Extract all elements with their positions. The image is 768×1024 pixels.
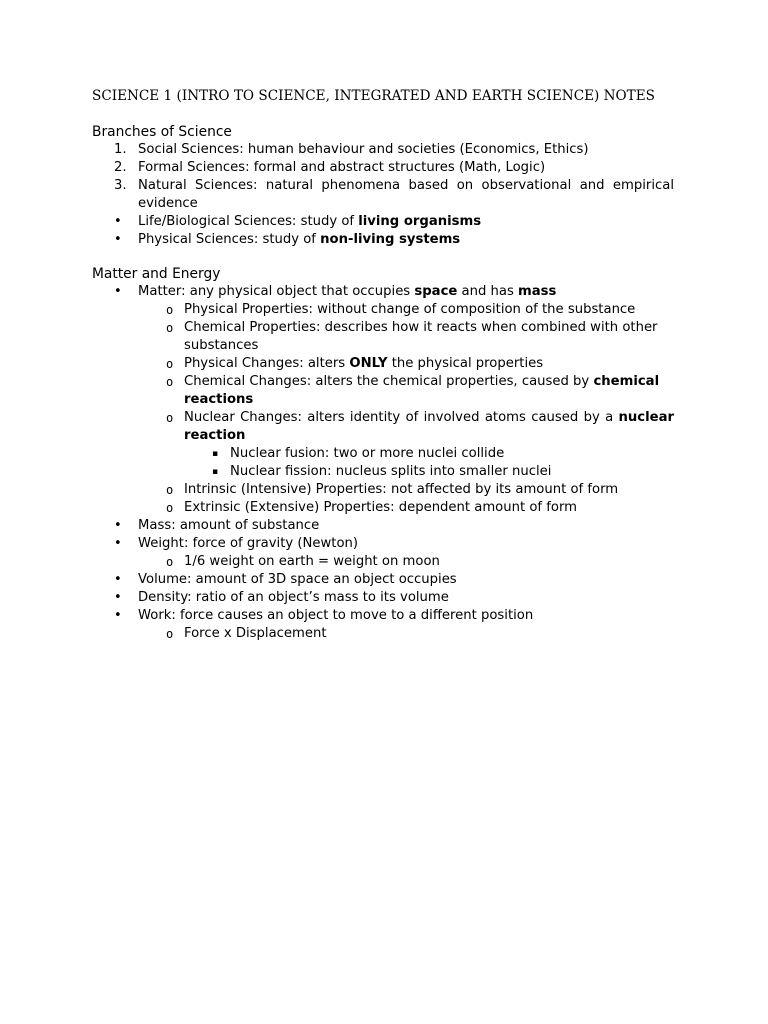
sub-list-item: [92, 499, 674, 517]
list-item-text: 1/6 weight on earth = weight on moon: [184, 554, 440, 569]
sub-list-item: [92, 319, 674, 355]
list-item-text: Extrinsic (Extensive) Properties: dependent amount of form: [184, 500, 577, 515]
document-title: SCIENCE 1 (INTRO TO SCIENCE, INTEGRATED AND EARTH SCIENCE) NOTES: [92, 88, 655, 104]
list-item-text: Intrinsic (Intensive) Properties: not affected by its amount of form: [184, 482, 619, 497]
bold-term: living organisms: [358, 214, 482, 229]
bullet-icon: •: [114, 536, 122, 551]
bold-term: nuclear reaction: [184, 410, 674, 443]
branches-numbered-list: [92, 141, 674, 213]
bold-term: ONLY: [349, 356, 388, 371]
circle-bullet-icon: o: [166, 627, 174, 641]
list-item-text: Chemical Changes: alters the chemical properties, caused by chemical reactions: [184, 374, 660, 407]
bold-term: chemical reactions: [184, 374, 660, 407]
document-content: [92, 87, 674, 643]
list-item-text: Natural Sciences: natural phenomena based on observational and empirical evidence: [138, 178, 674, 211]
bold-term: mass: [518, 284, 557, 299]
list-item-text: Chemical Properties: describes how it reacts when combined with other substances: [184, 320, 658, 353]
list-number: 2.: [114, 160, 127, 175]
circle-bullet-icon: o: [166, 321, 174, 335]
list-item: [92, 213, 674, 231]
circle-bullet-icon: o: [166, 303, 174, 317]
section-heading-matter-energy: Matter and Energy: [92, 266, 221, 282]
list-item: [92, 177, 674, 213]
circle-bullet-icon: o: [166, 483, 174, 497]
list-item-text: Social Sciences: human behaviour and societies (Economics, Ethics): [138, 142, 589, 157]
list-item-matter: [92, 283, 674, 301]
branches-bullet-list: [92, 213, 674, 249]
square-bullet-icon: ▪: [212, 467, 219, 477]
list-item-text: Nuclear fission: nucleus splits into smaller nuclei: [230, 464, 552, 479]
circle-bullet-icon: o: [166, 357, 174, 371]
list-item-mass: [92, 517, 674, 535]
section-heading-branches: Branches of Science: [92, 124, 232, 140]
bold-term: non-living systems: [320, 232, 461, 247]
list-item-work: [92, 607, 674, 625]
bullet-icon: •: [114, 518, 122, 533]
list-item: [92, 141, 674, 159]
list-number: 3.: [114, 178, 127, 193]
sub-sub-list-item: [92, 463, 674, 481]
list-item-text: Physical Properties: without change of composition of the substance: [184, 302, 636, 317]
list-item-text: Mass: amount of substance: [138, 518, 320, 533]
list-item-density: [92, 589, 674, 607]
bullet-icon: •: [114, 590, 122, 605]
list-item: [92, 231, 674, 249]
sub-list-item: [92, 301, 674, 319]
bullet-icon: •: [114, 572, 122, 587]
bold-term: space: [414, 284, 458, 299]
list-item-text: Formal Sciences: formal and abstract structures (Math, Logic): [138, 160, 546, 175]
sub-sub-list-item: [92, 445, 674, 463]
list-item-text: Matter: any physical object that occupies space and has mass: [138, 284, 557, 299]
circle-bullet-icon: o: [166, 501, 174, 515]
bullet-icon: •: [114, 214, 122, 229]
matter-energy-list: [92, 283, 674, 643]
circle-bullet-icon: o: [166, 555, 174, 569]
list-item-text: Nuclear Changes: alters identity of involved atoms caused by a nuclear reaction: [184, 410, 674, 443]
sub-list-item: [92, 373, 674, 409]
sub-list-item: [92, 553, 674, 571]
list-item-text: Volume: amount of 3D space an object occupies: [138, 572, 457, 587]
list-item: [92, 159, 674, 177]
list-item-text: Work: force causes an object to move to a different position: [138, 608, 534, 623]
list-number: 1.: [114, 142, 127, 157]
list-item-text: Physical Changes: alters ONLY the physical properties: [184, 356, 544, 371]
sub-list-item: [92, 355, 674, 373]
bullet-icon: •: [114, 232, 122, 247]
square-bullet-icon: ▪: [212, 449, 219, 459]
list-item-volume: [92, 571, 674, 589]
bullet-icon: •: [114, 608, 122, 623]
circle-bullet-icon: o: [166, 375, 174, 389]
list-item-text: Weight: force of gravity (Newton): [138, 536, 359, 551]
sub-list-item: [92, 409, 674, 445]
sub-list-item: [92, 625, 674, 643]
list-item-text: Life/Biological Sciences: study of living organisms: [138, 214, 482, 229]
bullet-icon: •: [114, 284, 122, 299]
list-item-text: Nuclear fusion: two or more nuclei collide: [230, 446, 505, 461]
list-item-text: Force x Displacement: [184, 626, 327, 641]
circle-bullet-icon: o: [166, 411, 174, 425]
list-item-weight: [92, 535, 674, 553]
sub-list-item: [92, 481, 674, 499]
list-item-text: Physical Sciences: study of non-living systems: [138, 232, 461, 247]
list-item-text: Density: ratio of an object’s mass to its volume: [138, 590, 449, 605]
